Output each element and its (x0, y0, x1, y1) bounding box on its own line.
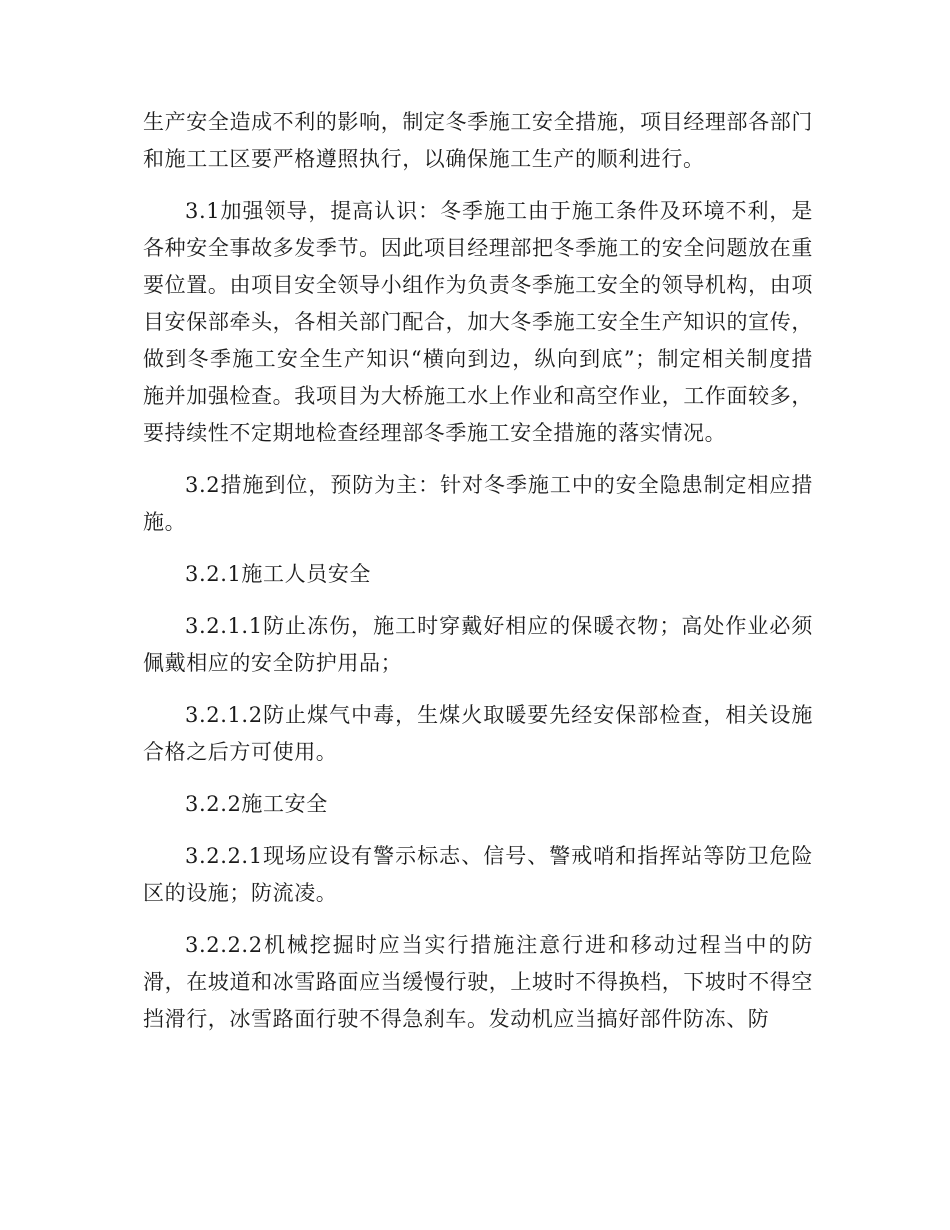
paragraph-continuation: 生产安全造成不利的影响，制定冬季施工安全措施，项目经理部各部门和施工工区要严格遵照执行，以确保施工生产的顺利进行。 (143, 110, 813, 171)
heading-section-3-2-1: 3.2.1施工人员安全 (185, 562, 372, 586)
paragraph-section-3-2-2-1: 3.2.2.1现场应设有警示标志、信号、警戒哨和指挥站等防卫危险区的设施；防流凌。 (143, 844, 813, 905)
paragraph-section-3-2: 3.2措施到位，预防为主：针对冬季施工中的安全隐患制定相应措施。 (143, 473, 813, 534)
paragraph-section-3-2-2-2: 3.2.2.2机械挖掘时应当实行措施注意行进和移动过程当中的防滑，在坡道和冰雪路面应当缓慢行驶，上坡时不得换档，下坡时不得空挡滑行，冰雪路面行驶不得急刹车。发动机应当搞好部件防冻、防 (143, 933, 813, 1031)
paragraph-section-3-2-1-2: 3.2.1.2防止煤气中毒，生煤火取暖要先经安保部检查，相关设施合格之后方可使用。 (143, 703, 813, 764)
paragraph-section-3-2-1-1: 3.2.1.1防止冻伤，施工时穿戴好相应的保暖衣物；高处作业必须佩戴相应的安全防护用品； (143, 614, 813, 675)
heading-section-3-2-2: 3.2.2施工安全 (185, 792, 328, 816)
paragraph-section-3-1: 3.1加强领导，提高认识：冬季施工由于施工条件及环境不利，是各种安全事故多发季节。因此项目经理部把冬季施工的安全问题放在重要位置。由项目安全领导小组作为负责冬季施工安全的领导机构，由项目安保部牵头，各相关部门配合，加大冬季施工安全生产知识的宣传，做到冬季施工安全生产知识“横向到边，纵向到底”；制定相关制度措施并加强检查。我项目为大桥施工水上作业和高空作业，工作面较多，要持续性不定期地检查经理部冬季施工安全措施的落实情况。 (143, 199, 813, 445)
document-body (143, 104, 813, 1053)
